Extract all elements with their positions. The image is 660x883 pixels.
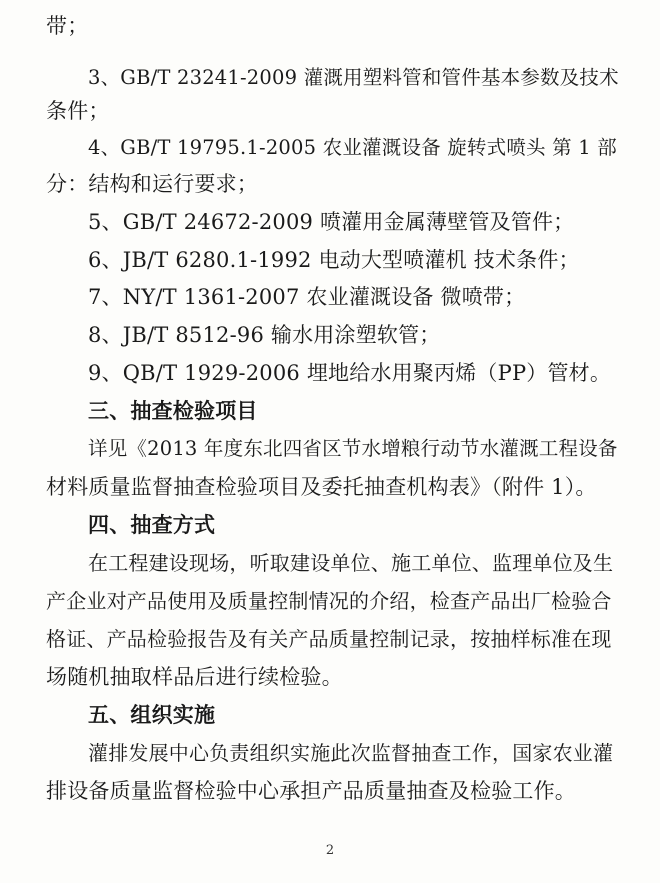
standard-item-6: 6、JB/T 6280.1-1992 电动大型喷灌机 技术条件； <box>88 248 580 272</box>
paragraph-line: 产企业对产品使用及质量控制情况的介绍，检查产品出厂检验合 <box>46 589 612 613</box>
paragraph-line: 详见《2013 年度东北四省区节水增粮行动节水灌溉工程设备 <box>88 437 618 460</box>
standard-item-9: 9、QB/T 1929-2006 埋地给水用聚丙烯（PP）管材。 <box>88 361 612 385</box>
standard-item-3: 3、GB/T 23241-2009 灌溉用塑料管和管件基本参数及技术 <box>88 66 619 89</box>
section-heading: 五、组织实施 <box>88 703 216 727</box>
standard-item-5: 5、GB/T 24672-2009 喷灌用金属薄壁管及管件； <box>88 210 575 234</box>
standard-item-7: 7、NY/T 1361-2007 农业灌溉设备 微喷带； <box>88 285 526 309</box>
standard-item-8: 8、JB/T 8512-96 输水用涂塑软管； <box>88 323 441 347</box>
text-line: 条件； <box>46 99 110 123</box>
paragraph-line: 材料质量监督抽查检验项目及委托抽查机构表》（附件 1）。 <box>46 475 597 499</box>
paragraph-line: 格证、产品检验报告及有关产品质量控制记录，按抽样标准在现 <box>46 627 612 651</box>
paragraph-line: 场随机抽取样品后进行续检验。 <box>46 665 343 689</box>
section-heading: 四、抽查方式 <box>88 513 216 537</box>
page-number: 2 <box>325 843 335 858</box>
standard-item-4: 4、GB/T 19795.1-2005 农业灌溉设备 旋转式喷头 第 1 部 <box>88 136 617 159</box>
section-heading: 三、抽查检验项目 <box>88 399 258 423</box>
paragraph-line: 灌排发展中心负责组织实施此次监督抽查工作，国家农业灌 <box>88 741 614 765</box>
text-line: 带； <box>46 14 89 38</box>
paragraph-line: 排设备质量监督检验中心承担产品质量抽查及检验工作。 <box>46 779 576 803</box>
paragraph-line: 在工程建设现场，听取建设单位、施工单位、监理单位及生 <box>88 551 614 575</box>
text-line: 分：结构和运行要求； <box>46 172 258 196</box>
